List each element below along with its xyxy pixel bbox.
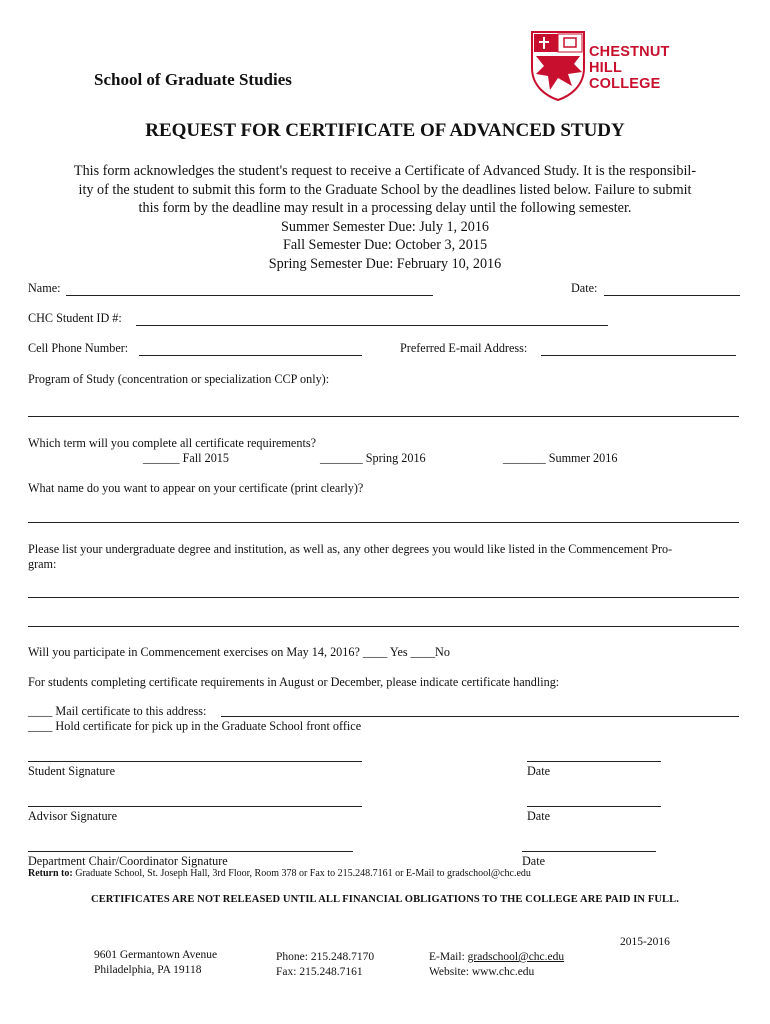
name-label: Name: [28, 281, 61, 295]
student-date-line[interactable] [527, 761, 661, 762]
student-date-label: Date [527, 764, 551, 778]
phone: Phone: 215.248.7170 [276, 951, 375, 963]
due-summer: Summer Semester Due: July 1, 2016 [280, 218, 490, 235]
year: 2015-2016 [620, 936, 670, 948]
advisor-date-label: Date [527, 809, 551, 823]
email-footer-label: E-Mail: [429, 951, 468, 963]
college-logo [528, 28, 678, 103]
date-input[interactable] [604, 295, 740, 296]
email-link[interactable]: gradschool@chc.edu [467, 951, 565, 963]
email-label: Preferred E-mail Address: [400, 341, 528, 355]
name-input[interactable] [66, 295, 433, 296]
handling-label: For students completing certificate requirements in August or December, please indicate certificate handling: [28, 675, 560, 689]
cell-phone-input[interactable] [139, 355, 362, 356]
student-id-label: CHC Student ID #: [28, 311, 122, 325]
mail-option[interactable]: ____ Mail certificate to this address: [28, 704, 207, 718]
due-fall: Fall Semester Due: October 3, 2015 [282, 237, 488, 253]
chair-signature-label: Department Chair/Coordinator Signature [28, 854, 228, 868]
logo-line-3: COLLEGE [589, 76, 661, 92]
contact-online [429, 950, 564, 980]
due-spring: Spring Semester Due: February 10, 2016 [268, 255, 502, 272]
address-line-1: 9601 Germantown Avenue [94, 949, 218, 961]
term-spring-option[interactable]: _______ Spring 2016 [320, 451, 426, 465]
student-id-input[interactable] [136, 325, 608, 326]
term-question: Which term will you complete all certificate requirements? [28, 436, 316, 450]
email-input[interactable] [541, 355, 736, 356]
student-signature-line[interactable] [28, 761, 362, 762]
intro-line: This form acknowledges the student's request to receive a Certificate of Advanced Study. It is the responsibil- [73, 163, 697, 179]
form-title: REQUEST FOR CERTIFICATE OF ADVANCED STUDY [145, 120, 625, 141]
certificate-name-label: What name do you want to appear on your certificate (print clearly)? [28, 481, 364, 495]
return-to [28, 868, 531, 879]
crest-icon [528, 28, 588, 103]
term-summer-option[interactable]: _______ Summer 2016 [503, 451, 618, 465]
address-line-2: Philadelphia, PA 19118 [94, 964, 202, 976]
intro-line: ity of the student to submit this form to the Graduate School by the deadlines listed below. Failure to submit [78, 181, 692, 198]
certificate-name-input[interactable] [28, 522, 739, 523]
logo-line-1: CHESTNUT [589, 44, 670, 60]
advisor-signature-line[interactable] [28, 806, 362, 807]
return-text: Graduate School, St. Joseph Hall, 3rd Floor, Room 378 or Fax to 215.248.7161 or E-Mail to gradschool@chc.edu [72, 868, 531, 879]
degrees-input-line-1[interactable] [28, 597, 739, 598]
address [94, 948, 217, 978]
date-label: Date: [571, 281, 598, 295]
advisor-date-line[interactable] [527, 806, 661, 807]
program-label: Program of Study (concentration or specialization CCP only): [28, 372, 330, 386]
website[interactable]: Website: www.chc.edu [429, 966, 535, 978]
student-signature-label: Student Signature [28, 764, 115, 778]
commencement-question[interactable]: Will you participate in Commencement exercises on May 14, 2016? ____ Yes ____No [28, 645, 450, 659]
return-label: Return to: [28, 868, 73, 879]
school-name: School of Graduate Studies [94, 70, 292, 89]
chair-signature-line[interactable] [28, 851, 353, 852]
fax: Fax: 215.248.7161 [276, 966, 363, 978]
mail-address-input[interactable] [221, 716, 739, 717]
intro-line: this form by the deadline may result in a processing delay until the following semester. [138, 200, 632, 216]
hold-option[interactable]: ____ Hold certificate for pick up in the Graduate School front office [28, 719, 362, 733]
contact-phone [276, 950, 374, 980]
financial-notice: CERTIFICATES ARE NOT RELEASED UNTIL ALL FINANCIAL OBLIGATIONS TO THE COLLEGE ARE PAID IN FULL. [91, 894, 679, 905]
degrees-label-cont: gram: [28, 557, 57, 571]
intro-text [28, 162, 742, 273]
chair-date-label: Date [522, 854, 546, 868]
degrees-label: Please list your undergraduate degree and institution, as well as, any other degrees you would like listed in the Commencement Pro- [28, 542, 673, 556]
cell-phone-label: Cell Phone Number: [28, 341, 129, 355]
chair-date-line[interactable] [522, 851, 656, 852]
logo-line-2: HILL [589, 60, 623, 76]
degrees-input-line-2[interactable] [28, 626, 739, 627]
advisor-signature-label: Advisor Signature [28, 809, 118, 823]
program-input[interactable] [28, 416, 739, 417]
term-fall-option[interactable]: ______ Fall 2015 [143, 451, 229, 465]
